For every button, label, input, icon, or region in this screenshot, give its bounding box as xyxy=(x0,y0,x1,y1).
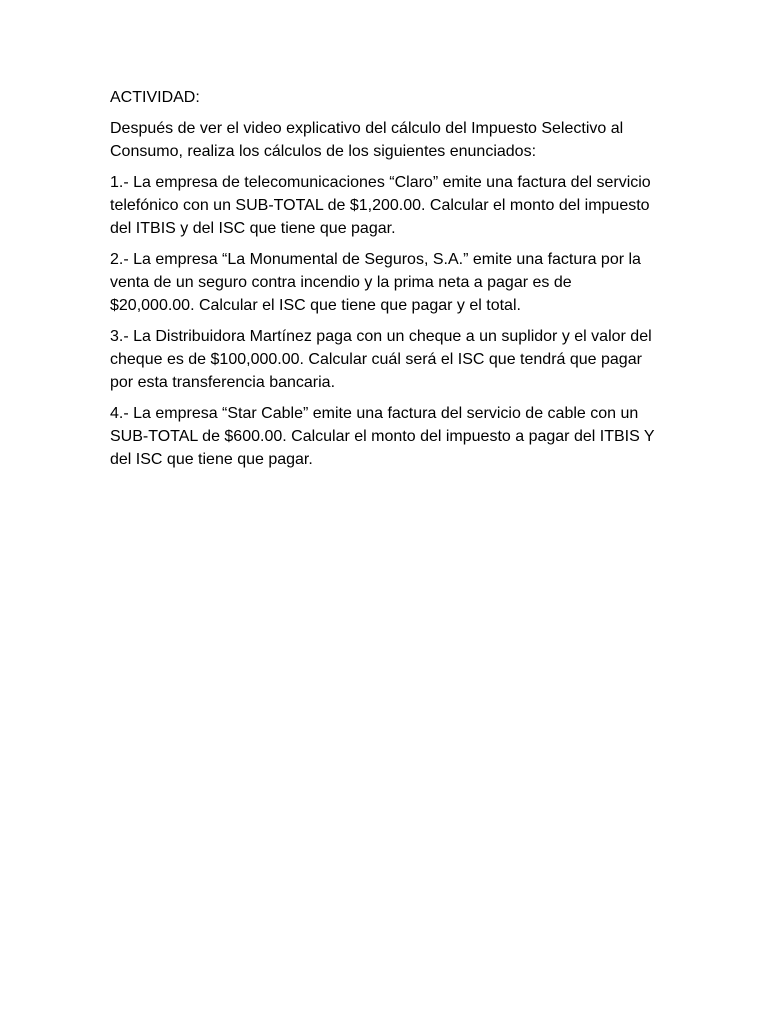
exercise-item-3: 3.- La Distribuidora Martínez paga con un cheque a un suplidor y el valor del cheque es de $100,000.00. Calcular cuál será el ISC que tendrá que pagar por esta transferencia bancaria. xyxy=(110,328,652,391)
activity-heading: ACTIVIDAD: xyxy=(110,89,200,106)
exercise-item-2: 2.- La empresa “La Monumental de Seguros, S.A.” emite una factura por la venta de un seguro contra incendio y la prima neta a pagar es de $20,000.00. Calcular el ISC que tiene que pagar y el total. xyxy=(110,251,641,314)
exercise-item-4: 4.- La empresa “Star Cable” emite una factura del servicio de cable con un SUB-TOTAL de $600.00. Calcular el monto del impuesto a pagar del ITBIS Y del ISC que tiene que pagar. xyxy=(110,405,655,468)
exercise-item-1: 1.- La empresa de telecomunicaciones “Claro” emite una factura del servicio telefónico con un SUB-TOTAL de $1,200.00. Calcular el monto del impuesto del ITBIS y del ISC que tiene que pagar. xyxy=(110,174,651,237)
document-body xyxy=(110,86,660,479)
activity-intro: Después de ver el video explicativo del cálculo del Impuesto Selectivo al Consumo, realiza los cálculos de los siguientes enunciados: xyxy=(110,120,624,160)
